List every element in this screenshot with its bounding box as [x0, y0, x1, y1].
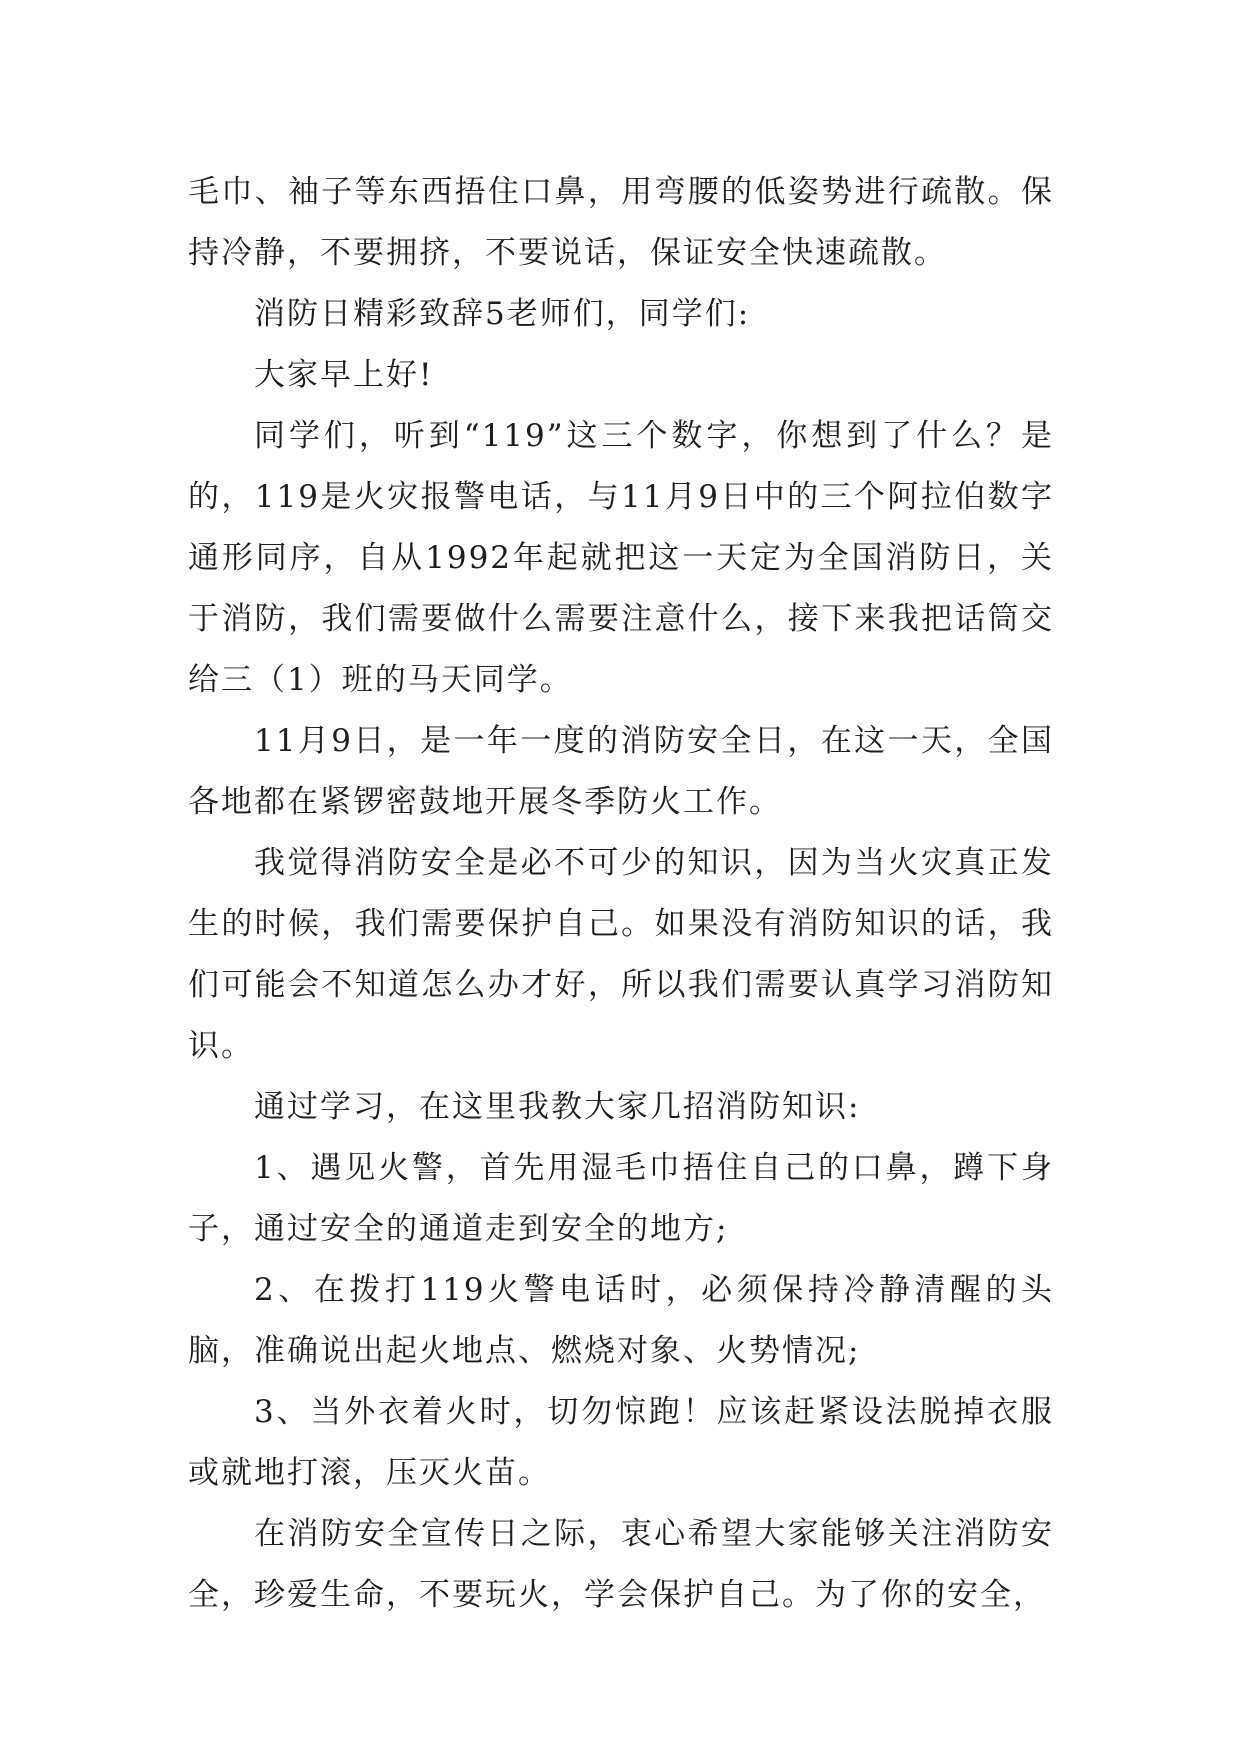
paragraph-tip-3: 3、当外衣着火时，切勿惊跑！应该赶紧设法脱掉衣服或就地打滚，压灭火苗。 — [188, 1394, 1054, 1491]
paragraph-greeting: 大家早上好! — [254, 357, 434, 393]
paragraph-tips-intro: 通过学习，在这里我教大家几招消防知识: — [254, 1089, 861, 1125]
document-body — [188, 162, 1054, 1626]
paragraph-continuation: 毛巾、袖子等东西捂住口鼻，用弯腰的低姿势进行疏散。保持冷静，不要拥挤，不要说话，保证安全快速疏散。 — [188, 174, 1054, 271]
paragraph-knowledge: 我觉得消防安全是必不可少的知识，因为当火灾真正发生的时候，我们需要保护自己。如果没有消防知识的话，我们可能会不知道怎么办才好，所以我们需要认真学习消防知识。 — [188, 845, 1054, 1064]
paragraph-tip-1: 1、遇见火警，首先用湿毛巾捂住自己的口鼻，蹲下身子，通过安全的通道走到安全的地方; — [188, 1150, 1054, 1247]
paragraph-tip-2: 2、在拨打119火警电话时，必须保持冷静清醒的头脑，准确说出起火地点、燃烧对象、火势情况; — [188, 1272, 1054, 1369]
paragraph-safety-day: 11月9日，是一年一度的消防安全日，在这一天，全国各地都在紧锣密鼓地开展冬季防火工作。 — [188, 723, 1054, 820]
paragraph-closing: 在消防安全宣传日之际，衷心希望大家能够关注消防安全，珍爱生命，不要玩火，学会保护自己。为了你的安全， — [188, 1516, 1054, 1613]
paragraph-intro: 同学们，听到“119”这三个数字，你想到了什么？是的，119是火灾报警电话，与11月9日中的三个阿拉伯数字通形同序，自从1992年起就把这一天定为全国消防日，关于消防，我们需要做什么需要注意什么，接下来我把话筒交给三（1）班的马天同学。 — [188, 418, 1054, 698]
paragraph-speech-title: 消防日精彩致辞5老师们，同学们: — [254, 296, 751, 332]
